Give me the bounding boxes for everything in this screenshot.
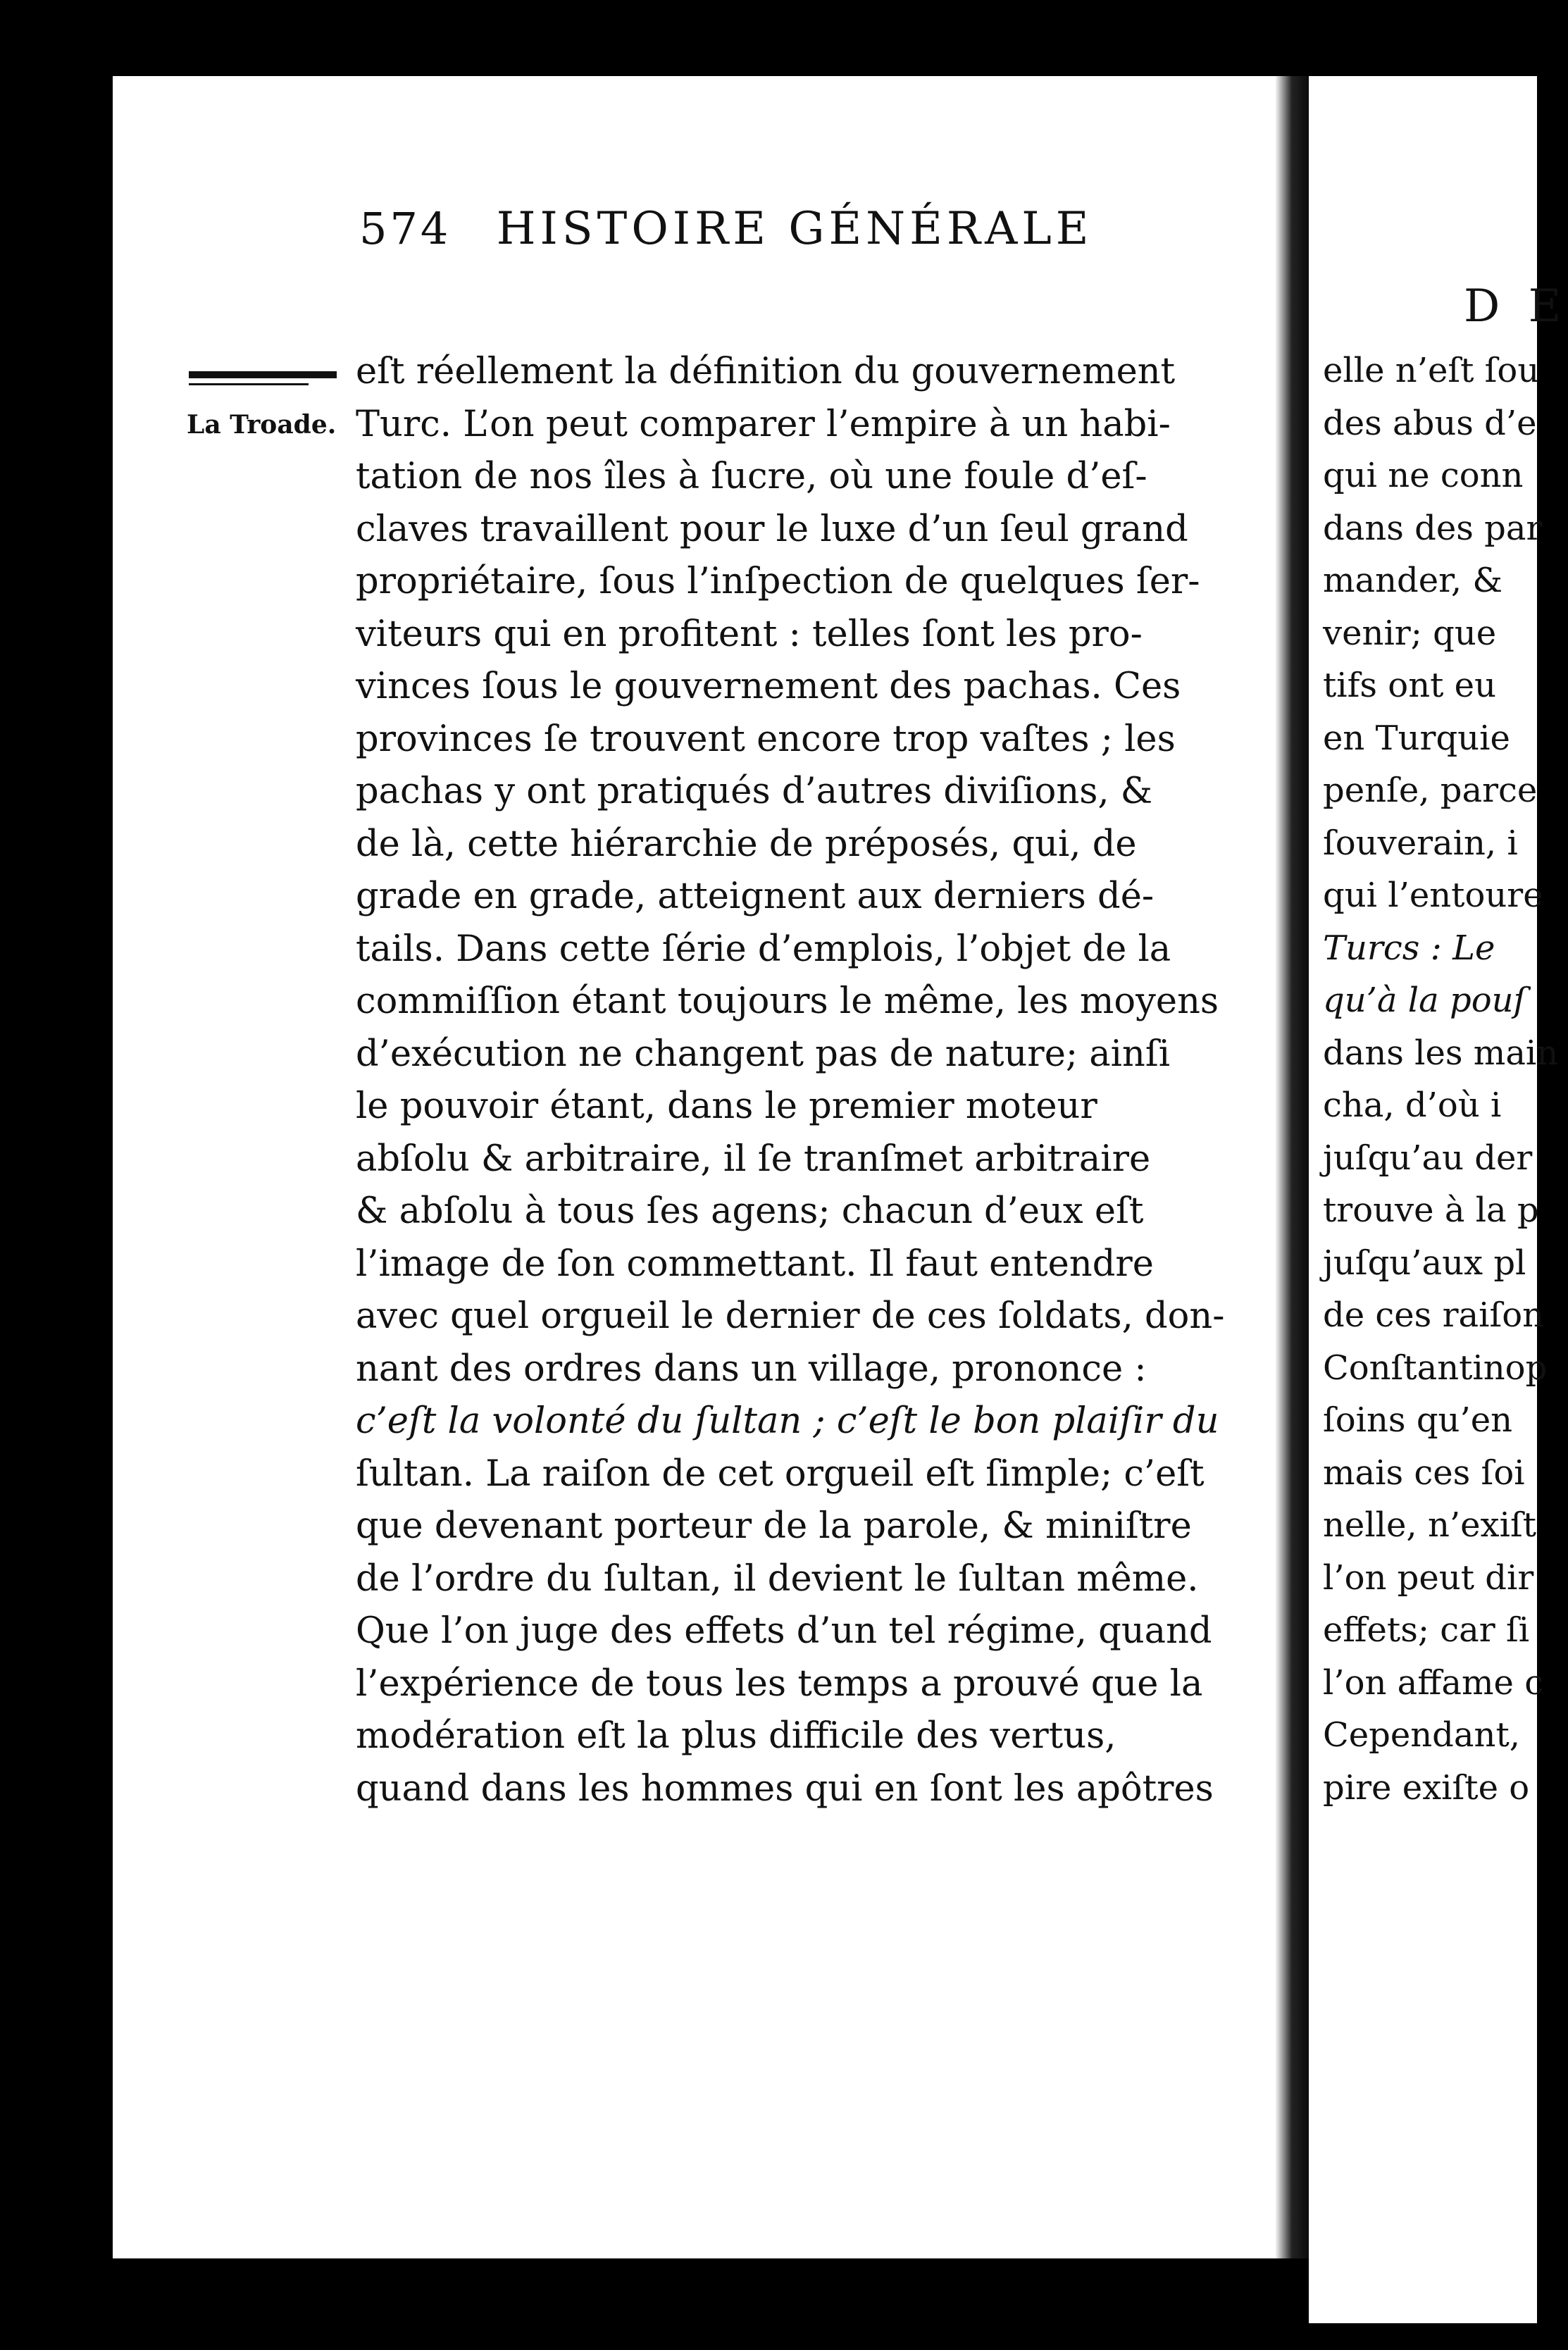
right-body-line: qui l’entoure	[1323, 876, 1543, 915]
body-line: Turc. L’on peut comparer l’empire à un habi-	[356, 404, 1171, 445]
body-line: l’expérience de tous les temps a prouvé que la	[356, 1663, 1203, 1705]
right-body-line: cha, d’où i	[1323, 1086, 1502, 1125]
margin-rule	[189, 371, 337, 378]
right-body-line: l’on affame c	[1323, 1663, 1544, 1703]
body-line: viteurs qui en profitent : telles ſont les pro-	[356, 614, 1143, 655]
right-body-line: des abus d’e	[1323, 404, 1537, 443]
page-number: 574	[359, 203, 452, 254]
body-line: tation de nos îles à ſucre, où une foule d’eſ-	[356, 456, 1147, 497]
right-body-line: Cependant,	[1323, 1715, 1520, 1755]
right-body-line: mander, &	[1323, 561, 1503, 600]
right-body-line: dans les main	[1323, 1033, 1559, 1073]
right-body-line: tifs ont eu	[1323, 666, 1496, 705]
margin-note: La Troade.	[187, 410, 337, 440]
body-line: l’image de ſon commettant. Il faut entendre	[356, 1243, 1154, 1285]
right-body-line: ſoins qu’en	[1323, 1400, 1513, 1440]
body-line: tails. Dans cette ſérie d’emplois, l’objet de la	[356, 928, 1171, 970]
right-page-body	[1323, 76, 1559, 2323]
left-page-body	[356, 0, 1296, 2182]
body-line: le pouvoir étant, dans le premier moteur	[356, 1086, 1097, 1127]
right-body-line: elle n’eſt ſou	[1323, 351, 1540, 390]
right-body-line: mais ces ſoi	[1323, 1453, 1525, 1493]
body-line: abſolu & arbitraire, il ſe tranſmet arbitraire	[356, 1138, 1151, 1180]
right-body-line: dans des par	[1323, 509, 1543, 548]
running-title: HISTOIRE GÉNÉRALE	[496, 203, 1093, 255]
right-body-line: juſqu’aux pl	[1323, 1243, 1526, 1283]
right-body-line: juſqu’au der	[1323, 1138, 1533, 1178]
body-line: pachas y ont pratiqués d’autres diviſions, &	[356, 771, 1153, 812]
body-line: de l’ordre du ſultan, il devient le ſultan même.	[356, 1558, 1199, 1600]
body-line: eſt réellement la définition du gouvernement	[356, 351, 1176, 392]
right-body-line: pire exiſte o	[1323, 1768, 1530, 1808]
right-body-line: qu’à la pouſ	[1323, 981, 1526, 1020]
body-line: quand dans les hommes qui en ſont les apôtres	[356, 1768, 1214, 1810]
body-line: grade en grade, atteignent aux derniers dé-	[356, 876, 1155, 917]
body-line: modération eſt la plus difficile des vertus,	[356, 1715, 1116, 1757]
body-line: d’exécution ne changent pas de nature; ainſi	[356, 1033, 1171, 1075]
right-body-line: trouve à la p	[1323, 1190, 1539, 1230]
body-line: que devenant porteur de la parole, & miniſtre	[356, 1505, 1192, 1547]
right-body-line: qui ne conn	[1323, 456, 1524, 495]
body-line: claves travaillent pour le luxe d’un ſeul grand	[356, 509, 1188, 550]
margin-rule-thin	[189, 383, 309, 385]
body-line: c’eſt la volonté du ſultan ; c’eſt le bon plaiſir du	[356, 1400, 1219, 1442]
body-line: avec quel orgueil le dernier de ces ſoldats, don-	[356, 1295, 1225, 1337]
right-body-line: Turcs : Le	[1323, 928, 1495, 968]
body-line: & abſolu à tous ſes agens; chacun d’eux eſt	[356, 1190, 1144, 1232]
body-line: commiſſion étant toujours le même, les moyens	[356, 981, 1219, 1022]
right-body-line: penſe, parce	[1323, 771, 1538, 810]
right-body-line: l’on peut dir	[1323, 1558, 1534, 1598]
body-line: propriétaire, ſous l’inſpection de quelques ſer-	[356, 561, 1200, 602]
right-body-line: nelle, n’exiſt	[1323, 1505, 1536, 1545]
right-body-line: venir; que	[1323, 614, 1497, 653]
right-body-line: en Turquie	[1323, 719, 1510, 758]
right-body-line: de ces raiſon	[1323, 1295, 1545, 1335]
body-line: provinces ſe trouvent encore trop vaſtes ; les	[356, 719, 1176, 760]
right-body-line: effets; car ſi	[1323, 1610, 1530, 1650]
body-line: Que l’on juge des effets d’un tel régime, quand	[356, 1610, 1212, 1652]
body-line: vinces ſous le gouvernement des pachas. Ces	[356, 666, 1181, 707]
right-body-line: ſouverain, i	[1323, 823, 1518, 863]
body-line: ſultan. La raiſon de cet orgueil eſt ſimple; c’eſt	[356, 1453, 1205, 1495]
right-body-line: Conſtantinop	[1323, 1348, 1548, 1388]
right-running-title: D E	[1464, 280, 1568, 332]
body-line: de là, cette hiérarchie de préposés, qui, de	[356, 823, 1137, 865]
body-line: nant des ordres dans un village, prononce :	[356, 1348, 1147, 1390]
right-page	[1309, 76, 1568, 2323]
